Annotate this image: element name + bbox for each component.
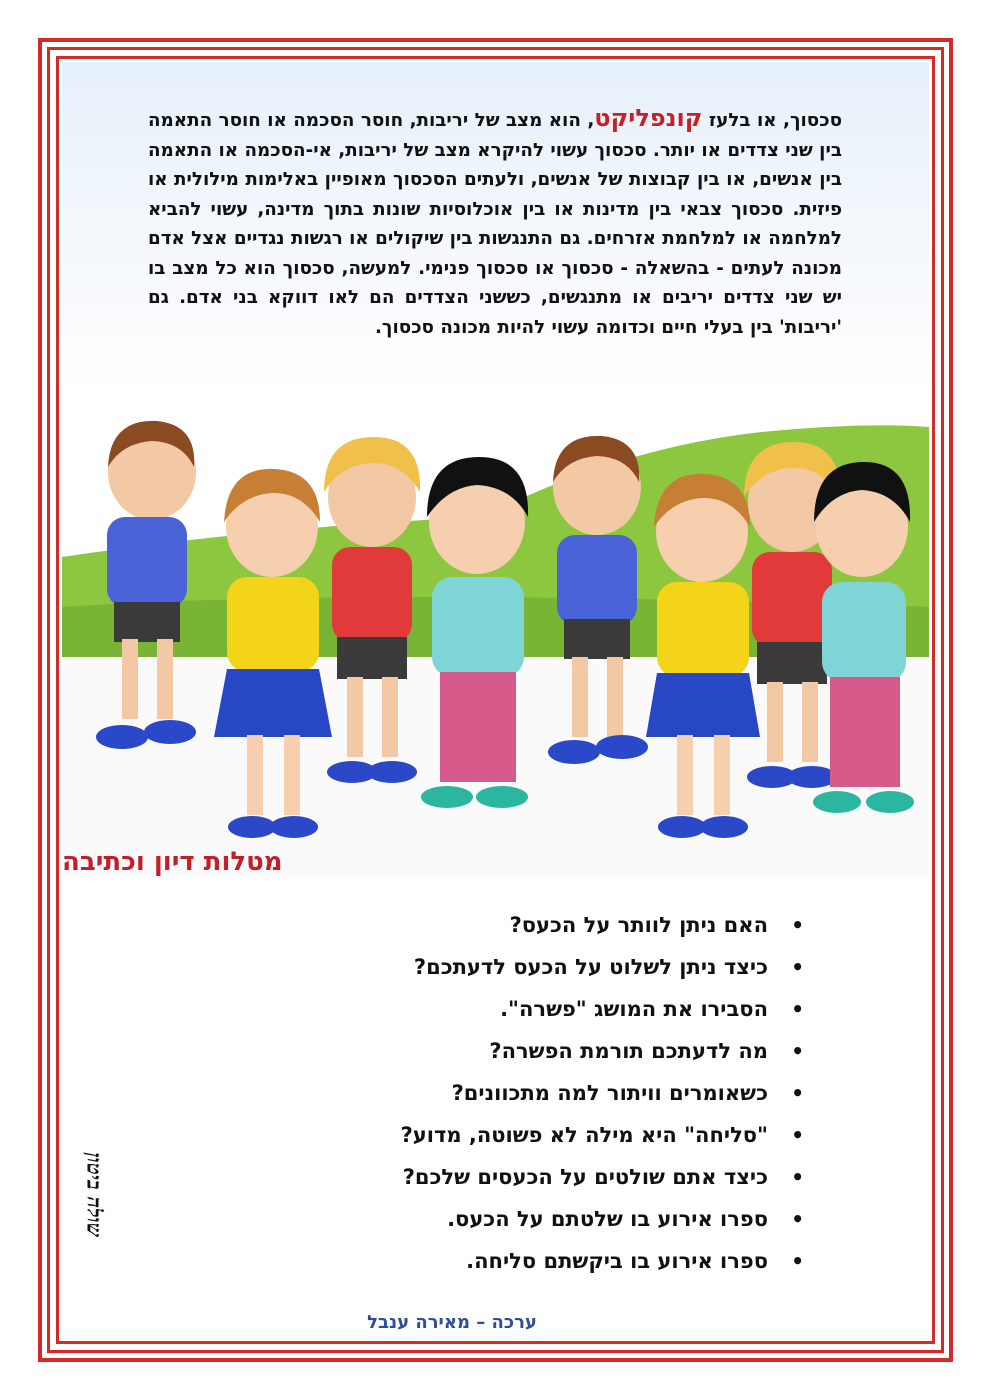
- list-item: [312, 1156, 812, 1198]
- question-text: ספרו אירוע בו שלטתם על הכעס.: [447, 1207, 768, 1231]
- intro-paragraph: [148, 104, 842, 342]
- list-item: [312, 946, 812, 988]
- list-item: [312, 988, 812, 1030]
- section-title: מטלות דיון וכתיבה: [62, 847, 283, 877]
- question-text: הסבירו את המושג "פשרה".: [500, 997, 768, 1021]
- question-text: כשאומרים וויתור למה מתכוונים?: [451, 1081, 768, 1105]
- bullet-icon: •: [791, 997, 804, 1021]
- intro-highlight-word: קונפליקט: [594, 104, 703, 132]
- list-item: [312, 1030, 812, 1072]
- worksheet-page: [62, 62, 929, 1338]
- bullet-icon: •: [791, 1123, 804, 1147]
- bullet-icon: •: [791, 1249, 804, 1273]
- question-list: [312, 904, 812, 1282]
- signature: [64, 1122, 124, 1322]
- signature-text: שולה ביטון: [82, 1152, 107, 1237]
- list-item: [312, 904, 812, 946]
- list-item: [312, 1072, 812, 1114]
- credit-line: ערכה – מאירה ענבל: [367, 1312, 537, 1333]
- children-illustration: [62, 407, 929, 877]
- intro-text-start: סכסוך, או בלעז: [702, 110, 843, 131]
- bullet-icon: •: [791, 955, 804, 979]
- list-item: [312, 1114, 812, 1156]
- list-item: [312, 1198, 812, 1240]
- list-item: [312, 1240, 812, 1282]
- question-text: האם ניתן לוותר על הכעס?: [509, 913, 768, 937]
- bullet-icon: •: [791, 1207, 804, 1231]
- intro-text-rest: , הוא מצב של יריבות, חוסר הסכמה או חוסר התאמה בין שני צדדים או יותר. סכסוך עשוי להיקרא מצב של יריבות, אי-הסכמה או התאמה בין אנשים, או בין קבוצות של אנשים, ולעתים הסכסוך מאופיין באלימות מילולית או פיזית. סכסוך צבאי בין מדינות או בין אוכלוסיות שונות בתוך מדינה, עשוי להביא למלחמה או למלחמת אזרחים. גם התנגשות בין שיקולים או רגשות נגדיים אצל אדם מכונה לעתים - בהשאלה - סכסוך או סכסוך פנימי. למעשה, סכסוך הוא כל מצב בו יש שני צדדים יריבים או מתנגשים, כששני הצדדים הם לאו דווקא בני אדם. גם 'יריבות' בין בעלי חיים וכדומה עשוי להיות מכונה סכסוך.: [148, 110, 842, 338]
- question-text: מה לדעתכם תורמת הפשרה?: [489, 1039, 768, 1063]
- question-text: "סליחה" היא מילה לא פשוטה, מדוע?: [400, 1123, 768, 1147]
- bullet-icon: •: [791, 913, 804, 937]
- question-text: ספרו אירוע בו ביקשתם סליחה.: [466, 1249, 768, 1273]
- bullet-icon: •: [791, 1081, 804, 1105]
- question-text: כיצד אתם שולטים על הכעסים שלכם?: [402, 1165, 768, 1189]
- bullet-icon: •: [791, 1039, 804, 1063]
- question-text: כיצד ניתן לשלוט על הכעס לדעתכם?: [413, 955, 768, 979]
- bullet-icon: •: [791, 1165, 804, 1189]
